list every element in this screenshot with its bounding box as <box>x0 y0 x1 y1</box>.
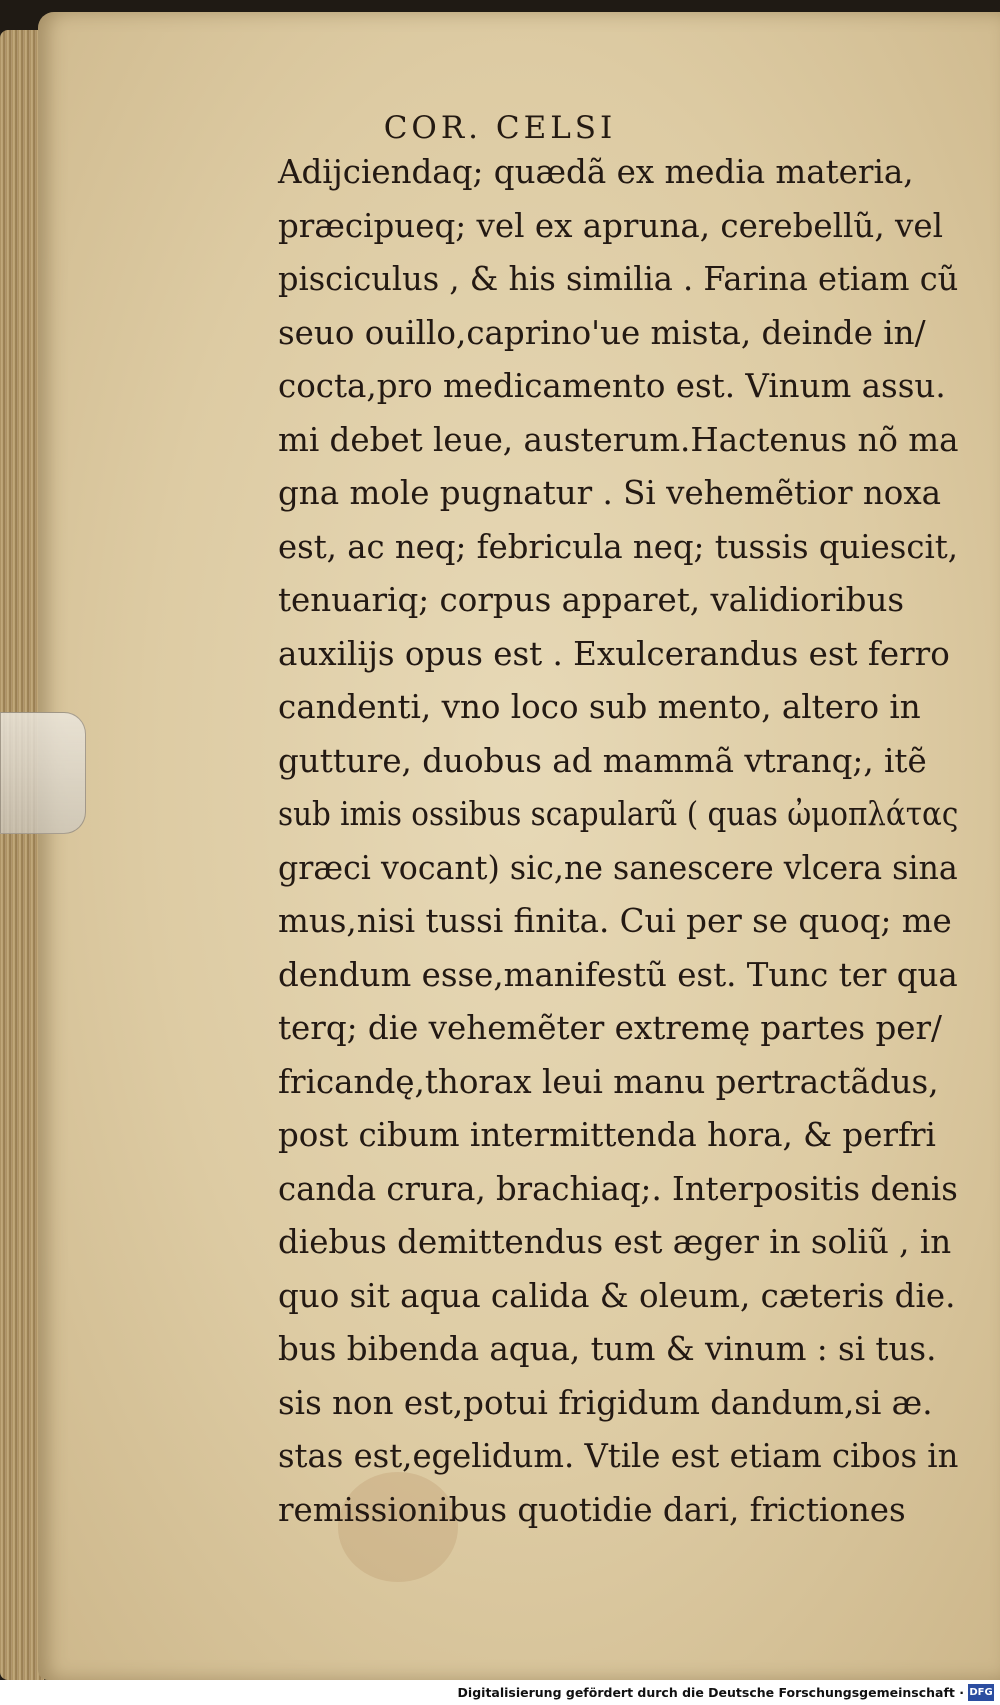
text-line: mus,nisi tussi finita. Cui per se quoq; me <box>278 902 952 940</box>
text-line: græci vocant) sic,ne sanescere vlcera sina <box>278 848 958 887</box>
text-line: cocta,pro medicamento est. Vinum assu. <box>278 367 946 405</box>
text-line: terq; die vehemẽter extremę partes per/ <box>278 1009 942 1047</box>
text-line: fricandę,thorax leui manu pertractãdus, <box>278 1062 939 1101</box>
text-line: stas est,egelidum. Vtile est etiam cibos in <box>278 1437 959 1475</box>
text-line: mi debet leue, austerum.Hactenus nõ ma <box>278 420 959 459</box>
text-line: auxilijs opus est . Exulcerandus est ferro <box>278 634 950 673</box>
text-line: Adijciendaq; quædã ex media materia, <box>278 153 914 191</box>
text-line: tenuariq; corpus apparet, validioribus <box>278 581 905 619</box>
text-line: gna mole pugnatur . Si vehemẽtior noxa <box>278 474 942 512</box>
text-line: bus bibenda aqua, tum & vinum : si tus. <box>278 1330 937 1368</box>
text-line: quo sit aqua calida & oleum, cæteris die. <box>278 1276 956 1315</box>
text-line: est, ac neq; febricula neq; tussis quiescit, <box>278 527 959 566</box>
text-line: remissionibus quotidie dari, frictiones <box>278 1490 906 1529</box>
text-line: sis non est,potui frigidum dandum,si æ. <box>278 1383 933 1422</box>
footer-bar <box>0 1680 1000 1705</box>
text-line: diebus demittendus est æger in soliũ , in <box>278 1223 952 1261</box>
text-line: candenti, vno loco sub mento, altero in <box>278 688 921 726</box>
text-line: dendum esse,manifestũ est. Tunc ter qua <box>278 955 958 994</box>
body-text <box>278 146 958 1537</box>
dfg-logo-icon: DFG <box>968 1684 994 1701</box>
text-line: præcipueq; vel ex apruna, cerebellũ, vel <box>278 206 943 245</box>
page-clip <box>0 712 86 834</box>
text-line: post cibum intermittenda hora, & perfri <box>278 1116 936 1154</box>
running-header: COR. CELSI <box>383 110 617 146</box>
text-line: seuo ouillo,caprino'ue mista, deinde in/ <box>278 313 926 352</box>
text-line: gutture, duobus ad mammã vtranq;, itẽ <box>278 741 927 780</box>
text-line: canda crura, brachiaq;. Interpositis denis <box>278 1169 958 1208</box>
funding-credit: Digitalisierung gefördert durch die Deutsche Forschungsgemeinschaft · <box>457 1685 964 1700</box>
text-line: sub imis ossibus scapularũ ( quas ὠμοπλάτας <box>278 795 959 833</box>
text-line: pisciculus , & his similia . Farina etiam cũ <box>278 260 959 298</box>
